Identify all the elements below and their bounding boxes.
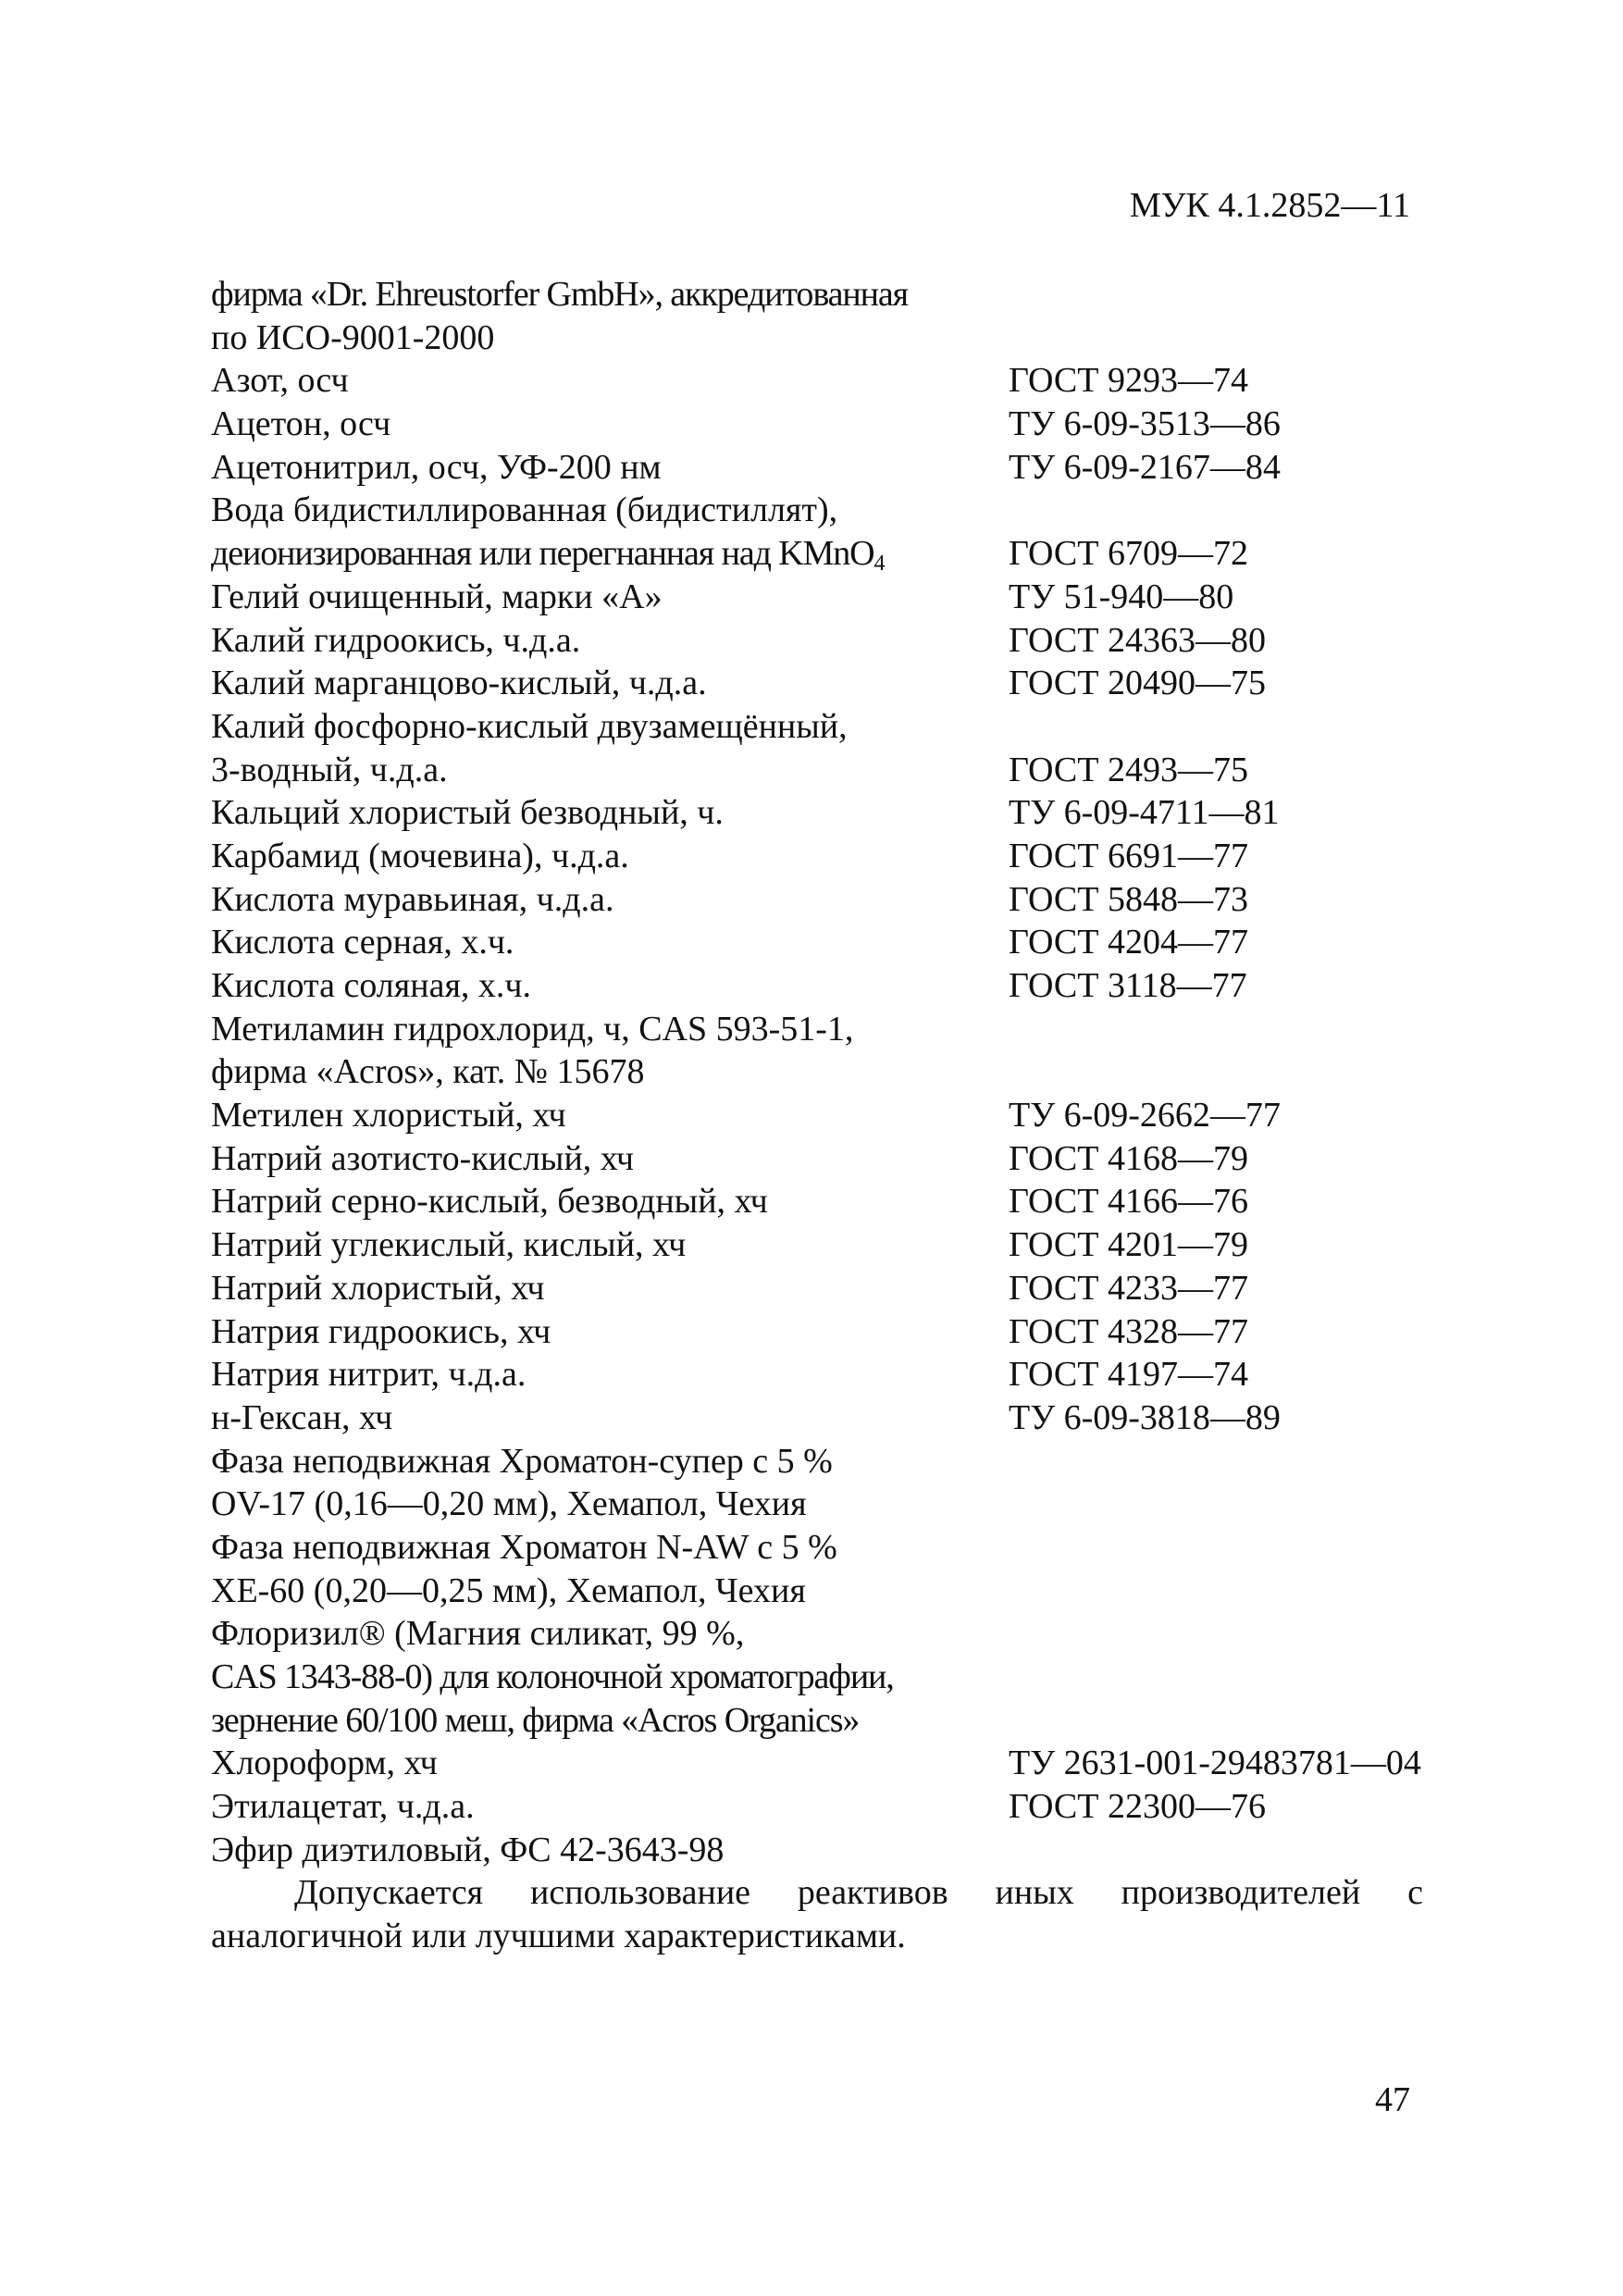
reagent-standard: ТУ 6-09-4711—81 [1009, 793, 1280, 833]
reagent-name: Натрий углекислый, кислый, хч [211, 1225, 687, 1265]
reagent-name: по ИСО-9001-2000 [211, 317, 495, 357]
reagent-row [211, 1440, 1423, 1483]
reagent-name: Метиламин гидрохлорид, ч, CAS 593-51-1, [211, 1009, 854, 1049]
reagent-row [211, 446, 1423, 490]
reagent-row [211, 1829, 1423, 1872]
reagent-standard: ГОСТ 5848—73 [1009, 879, 1248, 919]
reagent-name: Кислота серная, х.ч. [211, 923, 514, 962]
reagent-name: фирма «Dr. Ehreustorfer GmbH», аккредитованная [211, 275, 909, 314]
reagent-name: н-Гексан, хч [211, 1397, 393, 1437]
document-code: МУК 4.1.2852—11 [1129, 186, 1410, 225]
reagent-name: Натрий хлористый, хч [211, 1268, 545, 1308]
reagent-row [211, 1008, 1423, 1051]
reagent-row [211, 489, 1423, 532]
reagent-row [211, 1396, 1423, 1440]
reagent-name: Флоризил® (Магния силикат, 99 %, [211, 1614, 745, 1654]
reagent-name: Метилен хлористый, хч [211, 1096, 566, 1136]
reagent-standard: ГОСТ 24363—80 [1009, 620, 1266, 660]
reagent-row [211, 662, 1423, 705]
reagent-standard: ГОСТ 2493—75 [1009, 750, 1248, 789]
reagent-row [211, 1526, 1423, 1570]
reagent-row [211, 921, 1423, 964]
reagent-row [211, 835, 1423, 878]
reagent-name: Гелий очищенный, марки «А» [211, 577, 663, 616]
reagent-name: Кислота муравьиная, ч.д.а. [211, 879, 614, 919]
reagent-row [211, 1267, 1423, 1310]
reagent-row [211, 1353, 1423, 1396]
reagent-name: Натрия гидроокись, хч [211, 1311, 551, 1351]
reagent-name: OV-17 (0,16—0,20 мм), Хемапол, Чехия [211, 1484, 807, 1524]
reagent-name: фирма «Acros», кат. № 15678 [211, 1052, 645, 1092]
reagent-name: Калий гидроокись, ч.д.а. [211, 620, 581, 660]
reagent-row [211, 1742, 1423, 1785]
reagent-name: деионизированная или перегнанная над KMnO [211, 534, 874, 574]
reagent-name: Этилацетат, ч.д.а. [211, 1787, 475, 1827]
reagent-standard: ГОСТ 4204—77 [1009, 923, 1248, 962]
reagent-standard: ТУ 6-09-3513—86 [1009, 404, 1281, 444]
reagent-row [211, 1180, 1423, 1223]
reagent-standard: ГОСТ 3118—77 [1009, 966, 1247, 1005]
reagent-row [211, 316, 1423, 360]
reagent-row [211, 619, 1423, 663]
reagent-standard: ТУ 2631-001-29483781—04 [1009, 1744, 1421, 1783]
reagent-standard: ГОСТ 4201—79 [1009, 1225, 1248, 1265]
reagent-name-with-formula [211, 532, 1009, 576]
reagent-name: Кислота соляная, х.ч. [211, 966, 532, 1005]
reagent-list [211, 273, 1423, 1958]
note-paragraph: Допускается использование реактивов иных производителей с аналогичной или лучшими характеристиками. [211, 1873, 1423, 1956]
reagent-standard: ГОСТ 4328—77 [1009, 1311, 1248, 1351]
reagent-row [211, 273, 1423, 316]
reagent-name: CAS 1343-88-0) для колоночной хроматографии, [211, 1657, 894, 1696]
reagent-row [211, 576, 1423, 619]
reagent-standard: ГОСТ 4166—76 [1009, 1182, 1248, 1222]
reagent-standard: ГОСТ 22300—76 [1009, 1787, 1266, 1827]
reagent-row [211, 1570, 1423, 1613]
reagent-row [211, 359, 1423, 403]
reagent-row [211, 1310, 1423, 1354]
reagent-name: Эфир диэтиловый, ФС 42-3643-98 [211, 1830, 725, 1869]
reagent-standard: ТУ 51-940—80 [1009, 577, 1234, 616]
reagent-name: Азот, осч [211, 361, 349, 401]
reagent-row [211, 749, 1423, 792]
reagent-standard: ГОСТ 6709—72 [1009, 534, 1248, 574]
reagent-row [211, 1612, 1423, 1656]
reagent-name: зернение 60/100 меш, фирма «Acros Organics» [211, 1700, 860, 1740]
reagent-name: Кальций хлористый безводный, ч. [211, 793, 724, 833]
reagent-name: Натрий азотисто-кислый, хч [211, 1138, 635, 1178]
reagent-name: Калий фосфорно-кислый двузамещённый, [211, 706, 848, 746]
reagent-standard: ТУ 6-09-3818—89 [1009, 1397, 1281, 1437]
reagent-standard: ГОСТ 4233—77 [1009, 1268, 1248, 1308]
reagent-standard: ГОСТ 9293—74 [1009, 361, 1248, 401]
page-number: 47 [1375, 2080, 1410, 2119]
reagent-row [211, 964, 1423, 1008]
reagent-standard: ТУ 6-09-2662—77 [1009, 1096, 1281, 1136]
reagent-name: Калий марганцово-кислый, ч.д.а. [211, 664, 707, 703]
reagent-row [211, 1223, 1423, 1267]
reagent-row [211, 1699, 1423, 1743]
reagent-name: Карбамид (мочевина), ч.д.а. [211, 836, 629, 875]
reagent-row [211, 791, 1423, 835]
reagent-name: Вода бидистиллированная (бидистиллят), [211, 490, 838, 530]
reagent-name: Фаза неподвижная Хроматон N-AW с 5 % [211, 1527, 837, 1567]
reagent-standard: ГОСТ 4168—79 [1009, 1138, 1248, 1178]
reagent-name: Ацетонитрил, осч, УФ-200 нм [211, 447, 662, 487]
reagent-standard: ТУ 6-09-2167—84 [1009, 447, 1281, 487]
reagent-name: Ацетон, осч [211, 404, 391, 444]
reagent-name: Фаза неподвижная Хроматон-супер с 5 % [211, 1441, 833, 1481]
reagent-row [211, 705, 1423, 749]
reagent-row [211, 532, 1423, 576]
reagent-standard: ГОСТ 6691—77 [1009, 836, 1248, 875]
reagent-row [211, 1094, 1423, 1137]
reagent-row [211, 1483, 1423, 1526]
reagent-name: Хлороформ, хч [211, 1744, 438, 1783]
reagent-standard: ГОСТ 20490—75 [1009, 664, 1266, 703]
reagent-name: 3-водный, ч.д.а. [211, 750, 448, 789]
reagent-row [211, 1785, 1423, 1829]
reagent-row [211, 1050, 1423, 1094]
reagent-name: Натрия нитрит, ч.д.а. [211, 1355, 527, 1395]
reagent-row [211, 403, 1423, 446]
reagent-name: XE-60 (0,20—0,25 мм), Хемапол, Чехия [211, 1570, 806, 1610]
reagent-name: Натрий серно-кислый, безводный, хч [211, 1182, 768, 1222]
reagent-row [211, 1137, 1423, 1181]
formula-subscript: 4 [873, 552, 885, 577]
reagent-standard: ГОСТ 4197—74 [1009, 1355, 1248, 1395]
reagent-row [211, 1656, 1423, 1699]
reagent-row [211, 878, 1423, 922]
